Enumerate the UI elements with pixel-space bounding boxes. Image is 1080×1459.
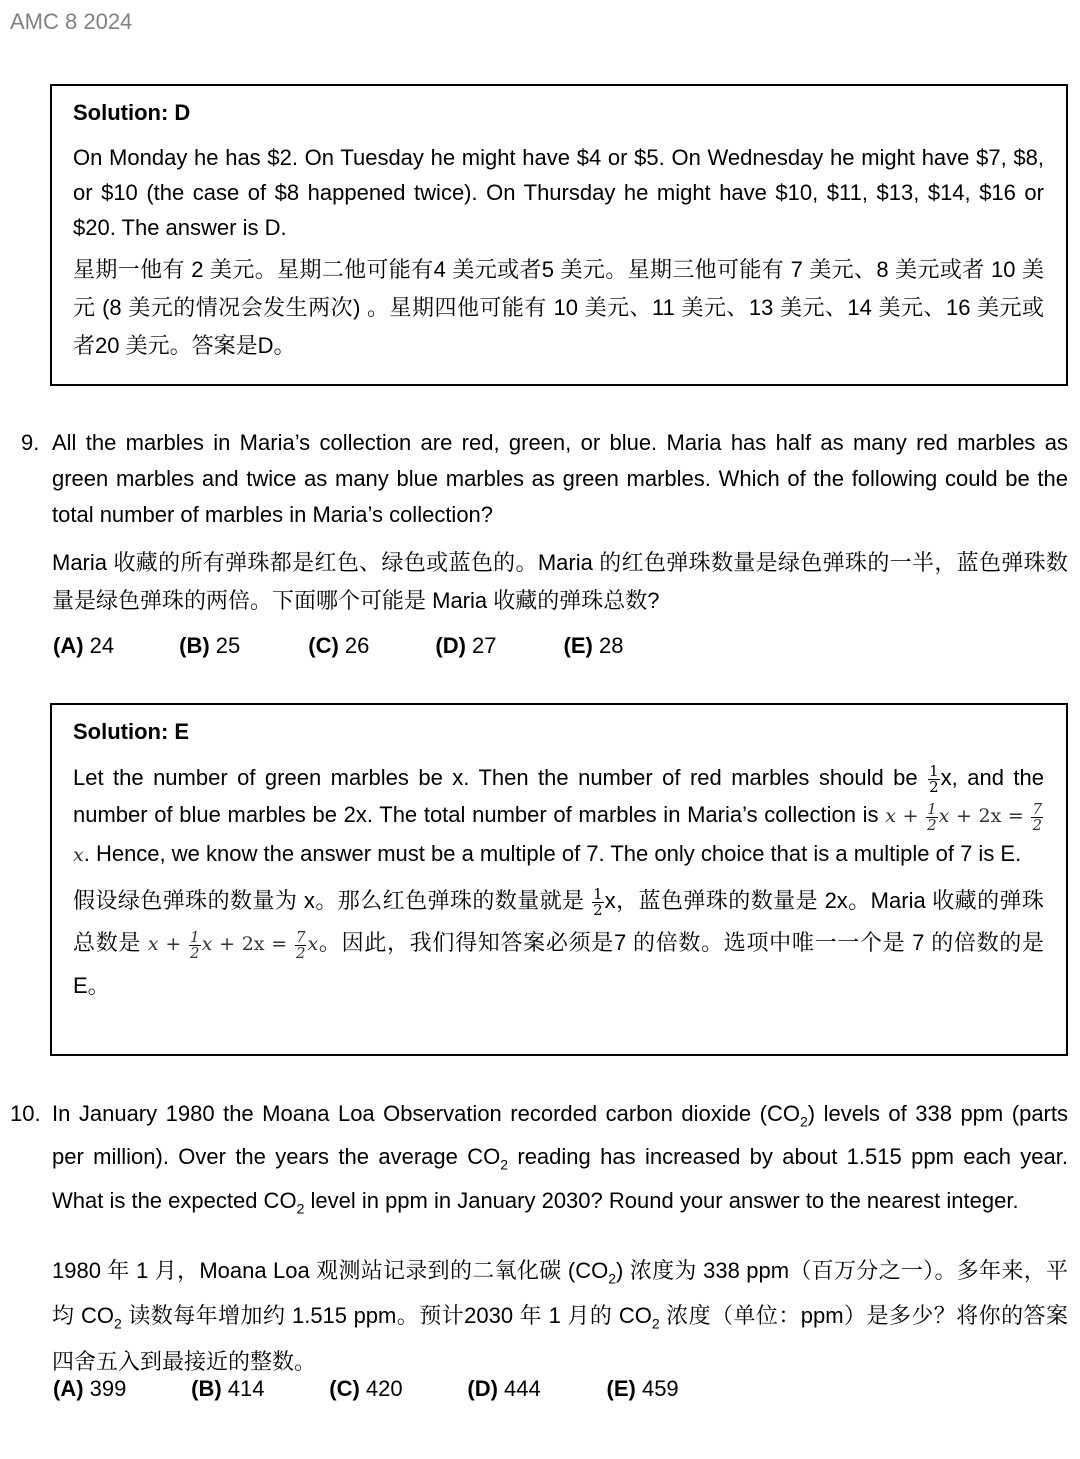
- fraction-one-half: $\frac{1}{2}$: [593, 884, 603, 919]
- solution-heading: Solution: E: [73, 719, 190, 744]
- choice-a: (A) 24: [53, 633, 115, 658]
- answer-choices: [53, 1376, 679, 1402]
- problem-number: 9.: [21, 430, 40, 455]
- solution-heading: Solution: D: [73, 100, 191, 125]
- choice-e: (E) 28: [563, 633, 624, 658]
- problem-number: 10.: [10, 1101, 41, 1126]
- solution-text-en: Let the number of green marbles be x. Then the number of red marbles should be $\frac{1}{2}$ x, and the number of blue marbles be 2x. The total number of marbles in Maria’s collection is x + $\frac{1}{2}$ x + 2x = $\frac{7}{2}$ x. Hence, we know the answer must be a multiple of 7. The only choice that is a multiple of 7 is E.: [73, 761, 1044, 866]
- choice-c: (C) 26: [308, 633, 370, 658]
- math-expression: x + $\frac{1}{2}$ x + 2x = $\frac{7}{2}$ x: [73, 799, 1042, 866]
- solution-text-en: On Monday he has $2. On Tuesday he might have $4 or $5. On Wednesday he might have $7, $8, or $10 (the case of $8 happened twice). On Thursday he might have $10, $11, $13, $14, $16 or $20. The answer is D.: [73, 145, 1044, 240]
- math-expression: x + $\frac{1}{2}$ x + 2x = $\frac{7}{2}$ x: [147, 927, 319, 962]
- solution-box-9: [50, 703, 1068, 1056]
- problem-text-en: In January 1980 the Moana Loa Observation recorded carbon dioxide $(CO_2)$ levels of 338 ppm (parts per million). Over the years the average $CO_2$ reading has increased by about 1.515 ppm each year. What is the expected $CO_2$ level in ppm in January 2030? Round your answer to the nearest integer.: [52, 1101, 1068, 1217]
- solution-box-8: [50, 84, 1068, 386]
- problem-text-en: All the marbles in Maria’s collection are red, green, or blue. Maria has half as many red marbles as green marbles and twice as many blue marbles as green marbles. Which of the following could be the total number of marbles in Maria’s collection?: [52, 430, 1068, 527]
- choice-e: (E) 459: [606, 1376, 679, 1401]
- solution-text-zh: 星期一他有 2 美元。星期二他可能有4 美元或者5 美元。星期三他可能有 7 美元、8 美元或者 10 美元 (8 美元的情况会发生两次) 。星期四他可能有 10 美元、11 美元、13 美元、14 美元、16 美元或者20 美元。答案是D。: [73, 257, 1044, 358]
- solution-text-zh: 假设绿色弹珠的数量为 x。那么红色弹珠的数量就是 $\frac{1}{2}$ x，蓝色弹珠的数量是 2x。Maria 收藏的弹珠总数是 x + $\frac{1}{2}$ x + 2x = $\frac{7}{2}$ x。因此，我们得知答案必须是7 的倍数。选项中唯一一个是 7 的倍数的是 E。: [73, 884, 1045, 998]
- choice-d: (D) 444: [467, 1376, 541, 1401]
- problem-text-zh: Maria 收藏的所有弹珠都是红色、绿色或蓝色的。Maria 的红色弹珠数量是绿色弹珠的一半，蓝色弹珠数量是绿色弹珠的两倍。下面哪个可能是 Maria 收藏的弹珠总数?: [52, 550, 1068, 613]
- problem-text-zh: 1980 年 1 月，Moana Loa 观测站记录到的二氧化碳 $(CO_2)$ 浓度为 338 ppm（百万分之一）。多年来，平均 $CO_2$ 读数每年增加约 1.515 ppm。预计2030 年 1 月的 $CO_2$ 浓度（单位：ppm）是多少？将你的答案四舍五入到最接近的整数。: [52, 1258, 1068, 1374]
- answer-choices: [53, 633, 623, 659]
- choice-a: (A) 399: [53, 1376, 127, 1401]
- choice-d: (D) 27: [435, 633, 497, 658]
- choice-b: (B) 25: [179, 633, 241, 658]
- choice-c: (C) 420: [329, 1376, 403, 1401]
- fraction-one-half: $\frac{1}{2}$: [929, 761, 939, 796]
- choice-b: (B) 414: [191, 1376, 265, 1401]
- page-header: AMC 8 2024: [10, 9, 133, 34]
